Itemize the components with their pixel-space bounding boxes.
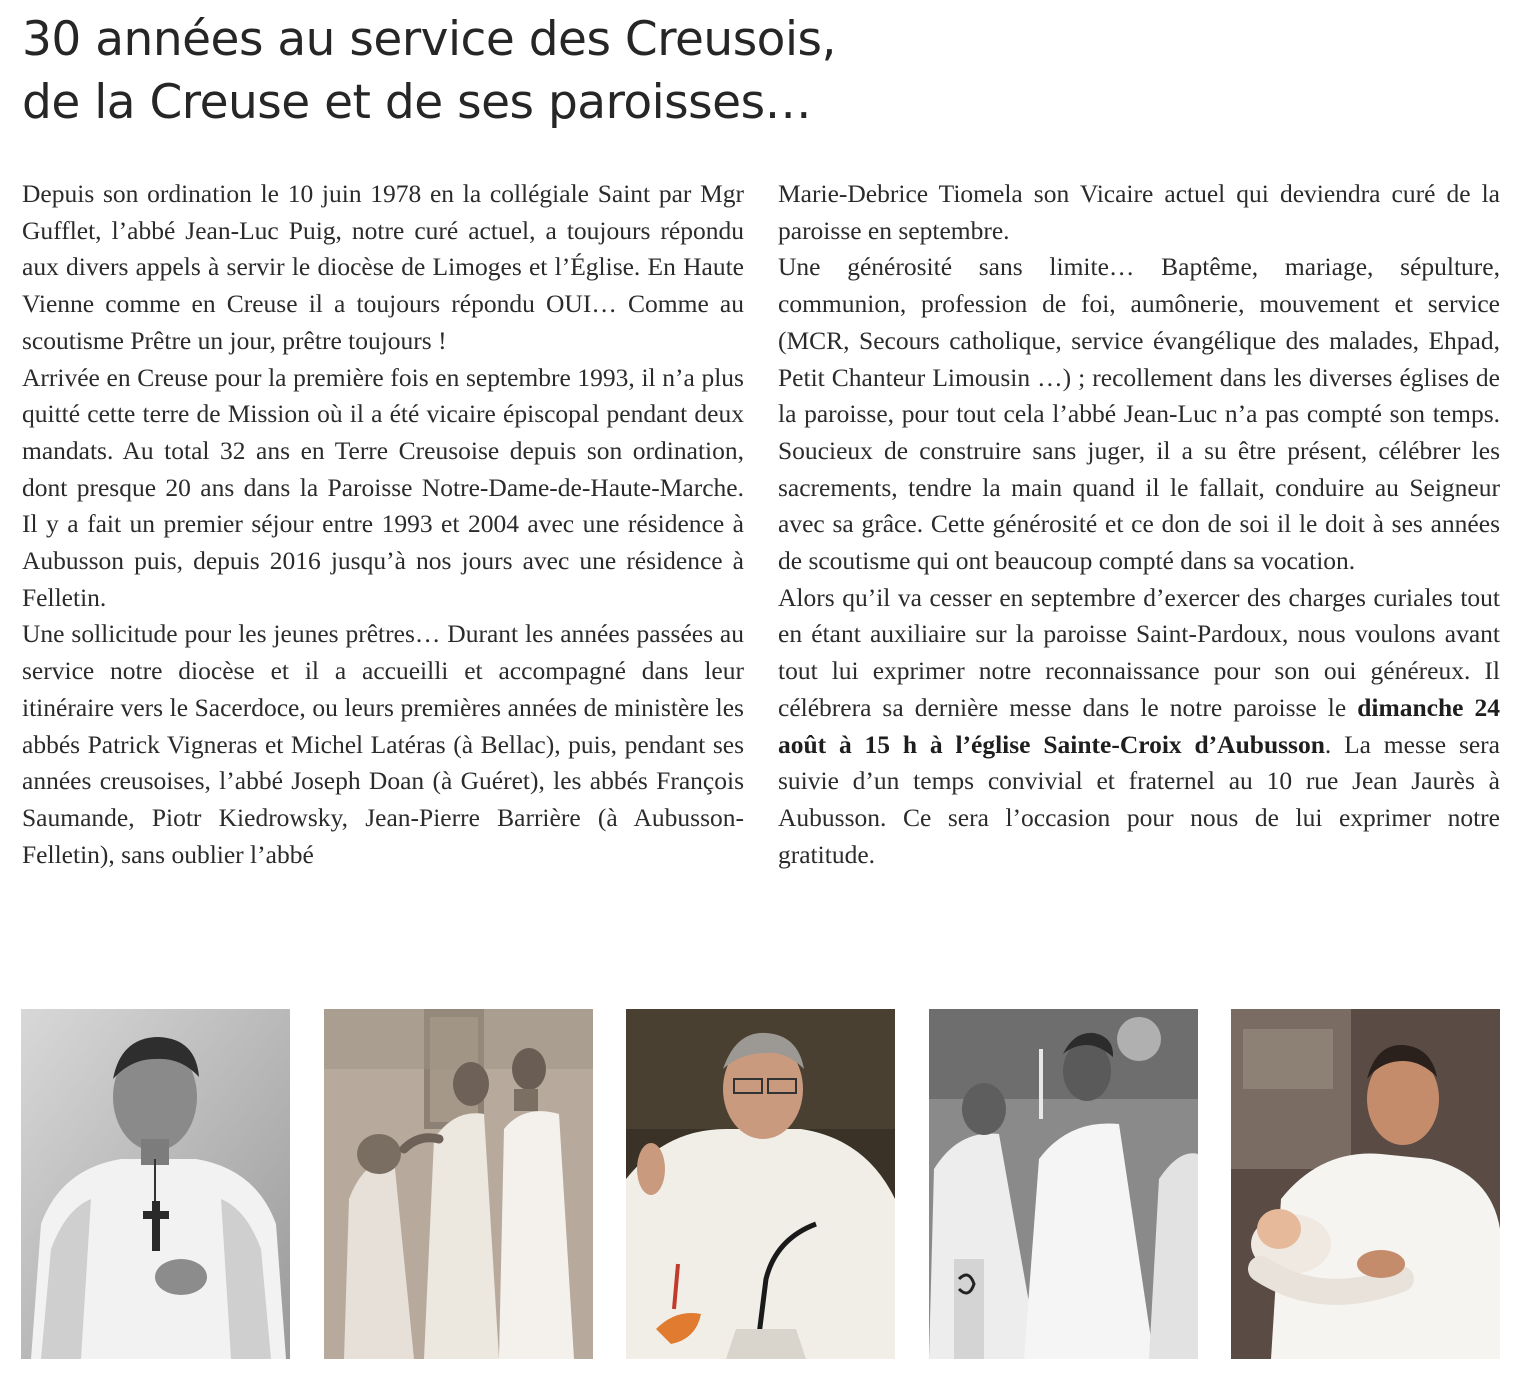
paragraph-ordination: Depuis son ordination le 10 juin 1978 en la collégiale Saint par Mgr Gufflet, l’abbé Jean-Luc Puig, notre curé actuel, a toujours répondu aux divers appels à servir le diocèse de Limoges et l’Église. En Haute Vienne comme en Creuse il a toujours répondu OUI… Comme au scoutisme Prêtre un jour, prêtre toujours ! [22, 179, 744, 355]
right-text-column [778, 176, 1500, 873]
photo-ordination [324, 1009, 593, 1359]
photo-strip [21, 1009, 1501, 1359]
paragraph-generosity: Une générosité sans limite… Baptême, mariage, sépulture, communion, profession de foi, aumônerie, mouvement et service (MCR, Secours catholique, service évangélique des malades, Ehpad, Petit Chanteur Limousin …) ; recollement dans les diverses églises de la paroisse, pour tout cela l’abbé Jean-Luc n’a pas compté son temps. Soucieux de construire sans juger, il a su être présent, célébrer les sacrements, tendre la main quand il le fallait, conduire au Seigneur avec sa grâce. Cette générosité et ce don de soi il le doit à ses années de scoutisme qui ont beaucoup compté dans sa vocation. [778, 252, 1500, 576]
photo-altar-boy [21, 1009, 290, 1359]
concelebration-image [929, 1009, 1198, 1359]
photo-concelebration [929, 1009, 1198, 1359]
farewell-text-start: Alors qu’il va cesser en septembre d’exercer des charges curiales tout en étant auxiliaire sur la paroisse Saint-Pardoux, nous voulons avant tout lui exprimer notre reconnaissance pour son oui généreux. Il célébrera sa dernière messe dans le notre paroisse le [778, 582, 1500, 722]
paragraph-young-priests: Une sollicitude pour les jeunes prêtres… Durant les années passées au service notre diocèse et il a accueilli et accompagné dans leur itinéraire vers le Sacerdoce, ou leurs premières années de ministère les abbés Patrick Vigneras et Michel Latéras (à Bellac), puis, pendant ses années creusoises, l’abbé Joseph Doan (à Guéret), les abbés François Saumande, Piotr Kiedrowsky, Jean-Pierre Barrière (à Aubusson-Felletin), sans oublier l’abbé [22, 619, 744, 869]
farewell-text-end: . La messe sera suivie d’un temps convivial et fraternel au 10 rue Jean Jaurès à Aubusson. Ce sera l’occasion pour nous de lui exprimer notre gratitude. [778, 729, 1500, 869]
baptism-image [1231, 1009, 1500, 1359]
article-headline [22, 8, 1502, 134]
photo-baptism [1231, 1009, 1500, 1359]
headline-line-1: 30 années au service des Creusois, [22, 12, 836, 67]
farewell-date-highlight: dimanche 24 août à 15 h à l’église Sainte-Croix d’Aubusson [778, 692, 1501, 759]
ordination-image [324, 1009, 593, 1359]
paragraph-farewell-mass [778, 580, 1500, 874]
altar-boy-image [21, 1009, 290, 1359]
paragraph-creuse-arrival: Arrivée en Creuse pour la première fois en septembre 1993, il n’a plus quitté cette terre de Mission où il a été vicaire épiscopal pendant deux mandats. Au total 32 ans en Terre Creusoise depuis son ordination, dont presque 20 ans dans la Paroisse Notre-Dame-de-Haute-Marche. Il y a fait un premier séjour entre 1993 et 2004 avec une résidence à Aubusson puis, depuis 2016 jusqu’à nos jours avec une résidence à Felletin. [22, 362, 744, 612]
headline-line-2: de la Creuse et de ses paroisses… [22, 75, 812, 130]
priest-lectern-image [626, 1009, 895, 1359]
paragraph-vicar: Marie-Debrice Tiomela son Vicaire actuel qui deviendra curé de la paroisse en septembre. [778, 179, 1500, 245]
left-text-column [22, 176, 744, 873]
photo-priest-lectern [626, 1009, 895, 1359]
